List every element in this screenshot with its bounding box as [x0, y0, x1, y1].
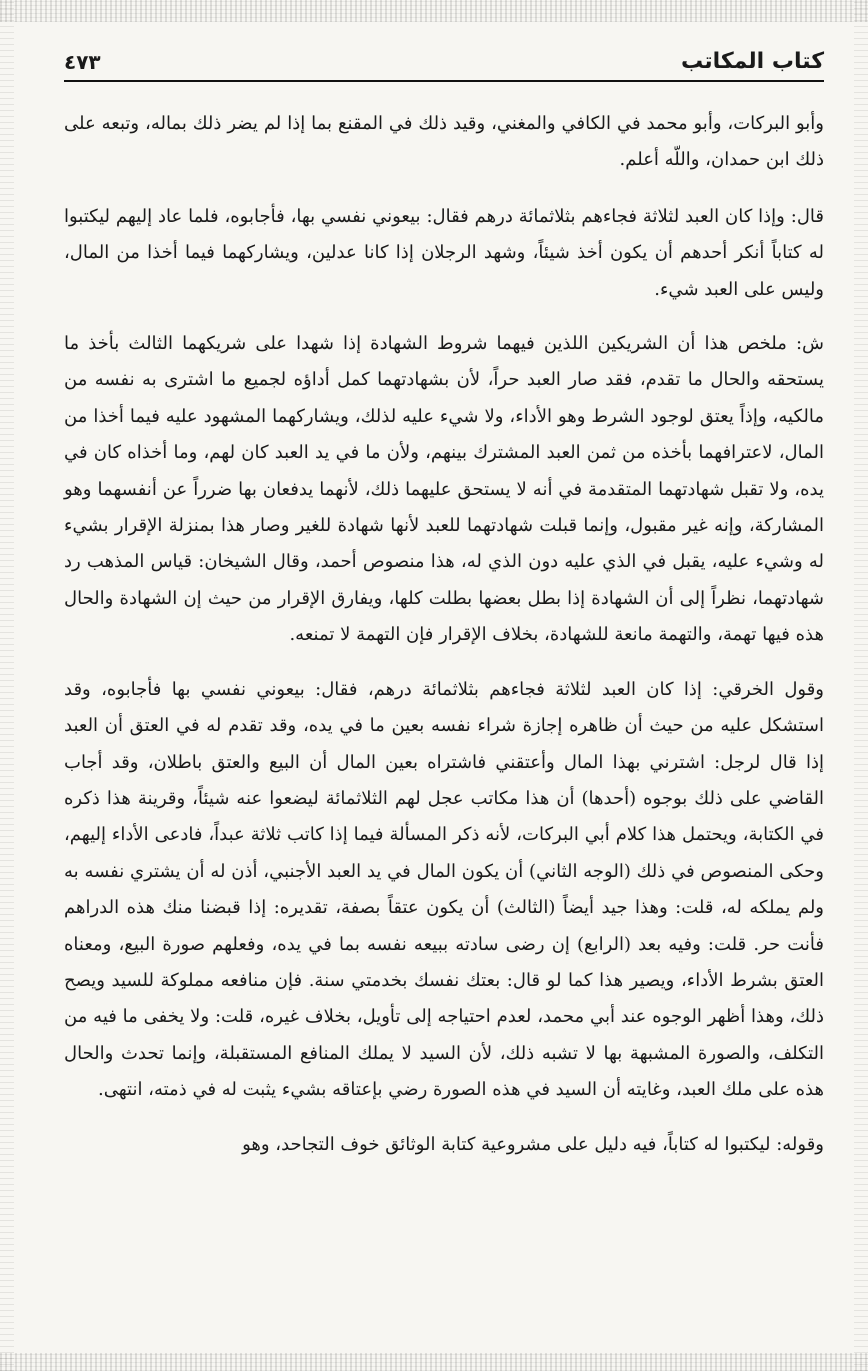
- book-page: [64, 40, 824, 1350]
- page-number: ٤٧٣: [64, 50, 101, 74]
- paragraph-5: وقوله: ليكتبوا له كتاباً، فيه دليل على مشروعية كتابة الوثائق خوف التجاحد، وهو: [242, 1133, 824, 1155]
- paragraph-4: وقول الخرقي: إذا كان العبد لثلاثة فجاءهم بثلاثمائة درهم، فقال: بيعوني نفسي بها فأجابوه، وقد استشكل عليه من حيث أن ظاهره إجازة شراء نفسه بعين ما في يده، وقد تقدم له في العتق أن العبد إذا قال لرجل: اشترني بهذا المال وأعتقني فاشتراه بعين المال أن البيع والعتق باطلان، وقد أجاب القاضي على ذلك بوجوه (أحدها) أن هذا مكاتب عجل لهم الثلاثمائة ليضعوا عنه شيئاً، وقرينة هذا ذكره في الكتابة، ويحتمل هذا كلام أبي البركات، لأنه ذكر المسألة فيما إذا كاتب ثلاثة عبداً، فادعى الأداء إليهم، وحكى المنصوص في ذلك (الوجه الثاني) أن يكون المال في يد العبد الأجنبي، أذن له أن يشتري نفسه به ولم يملكه له، قلت: وهذا جيد أيضاً (الثالث) أن يكون عتقاً بصفة، تقديره: إذا قبضنا منك هذه الدراهم فأنت حر. قلت: وفيه بعد (الرابع) إن رضى سادته ببيعه نفسه بما في يده، وفعلهم صورة البيع، ومعناه العتق بشرط الأداء، ويصير هذا كما لو قال: بعتك نفسك بخدمتي سنة. فإن منافعه مملوكة للسيد ويصح ذلك، وهذا أظهر الوجوه عند أبي محمد، لعدم احتياجه إلى تأويل، بخلاف غيره، قلت: ولا يخفى ما فيه من التكلف، والصورة المشبهة بها لا تشبه ذلك، لأن السيد لا يملك المنافع المستقبلة، وإنما تحدث والحال هذه على ملك العبد، وغايته أن السيد في هذه الصورة رضي بإعتاقه بشيء يثبت له في ذمته، انتهى.: [64, 678, 824, 1101]
- page-body: [64, 106, 824, 1163]
- book-title: كتاب المكاتب: [681, 49, 824, 74]
- paragraph-1: وأبو البركات، وأبو محمد في الكافي والمغني، وقيد ذلك في المقنع بما إذا لم يضر ذلك بماله، وتبعه على ذلك ابن حمدان، واللّه أعلم.: [64, 113, 824, 171]
- scan-border-right: [854, 0, 868, 1371]
- scan-border-top: [0, 0, 868, 22]
- page-header: [64, 40, 824, 82]
- scan-border-bottom: [0, 1353, 868, 1371]
- paragraph-3: ش: ملخص هذا أن الشريكين اللذين فيهما شروط الشهادة إذا شهدا على شريكهما الثالث بأخذ ما يستحقه والحال ما تقدم، فقد صار العبد حراً، لأن بشهادتهما كمل أداؤه لجميع ما اشترى به نفسه من مالكيه، وإذاً يعتق لوجود الشرط وهو الأداء، ولا شيء عليه لذلك، ويشاركهما المشهود عليه فيما أخذا من المال، لاعترافهما بأخذه من ثمن العبد المشترك بينهم، ولأن ما في يد العبد كان لهم، وما أخذاه كان في يده، ولا تقبل شهادتهما المتقدمة في أنه لا يستحق عليهما ذلك، لأنهما يدفعان بها ضرراً عن أنفسهما وهو المشاركة، وإنه غير مقبول، وإنما قبلت شهادتهما للعبد لأنها شهادة للغير وصار هذا بمنزلة الإقرار بشيء له وشيء عليه، يقبل في الذي عليه دون الذي له، هذا منصوص أحمد، وقال الشيخان: قياس المذهب رد شهادتهما، نظراً إلى أن الشهادة إذا بطل بعضها بطلت كلها، ويفارق الإقرار من حيث إن الشهادة والحال هذه فيها تهمة، والتهمة مانعة للشهادة، بخلاف الإقرار فإن التهمة لا تمنعه.: [64, 333, 825, 646]
- paragraph-2: قال: وإذا كان العبد لثلاثة فجاءهم بثلاثمائة درهم فقال: بيعوني نفسي بها، فأجابوه، فلما عاد إليهم ليكتبوا له كتاباً أنكر أحدهم أن يكون أخذ شيئاً، وشهد الرجلان إذا كانا عدلين، ويشاركهما فيما أخذا من المال، وليس على العبد شيء.: [64, 205, 824, 300]
- scan-border-left: [0, 0, 14, 1371]
